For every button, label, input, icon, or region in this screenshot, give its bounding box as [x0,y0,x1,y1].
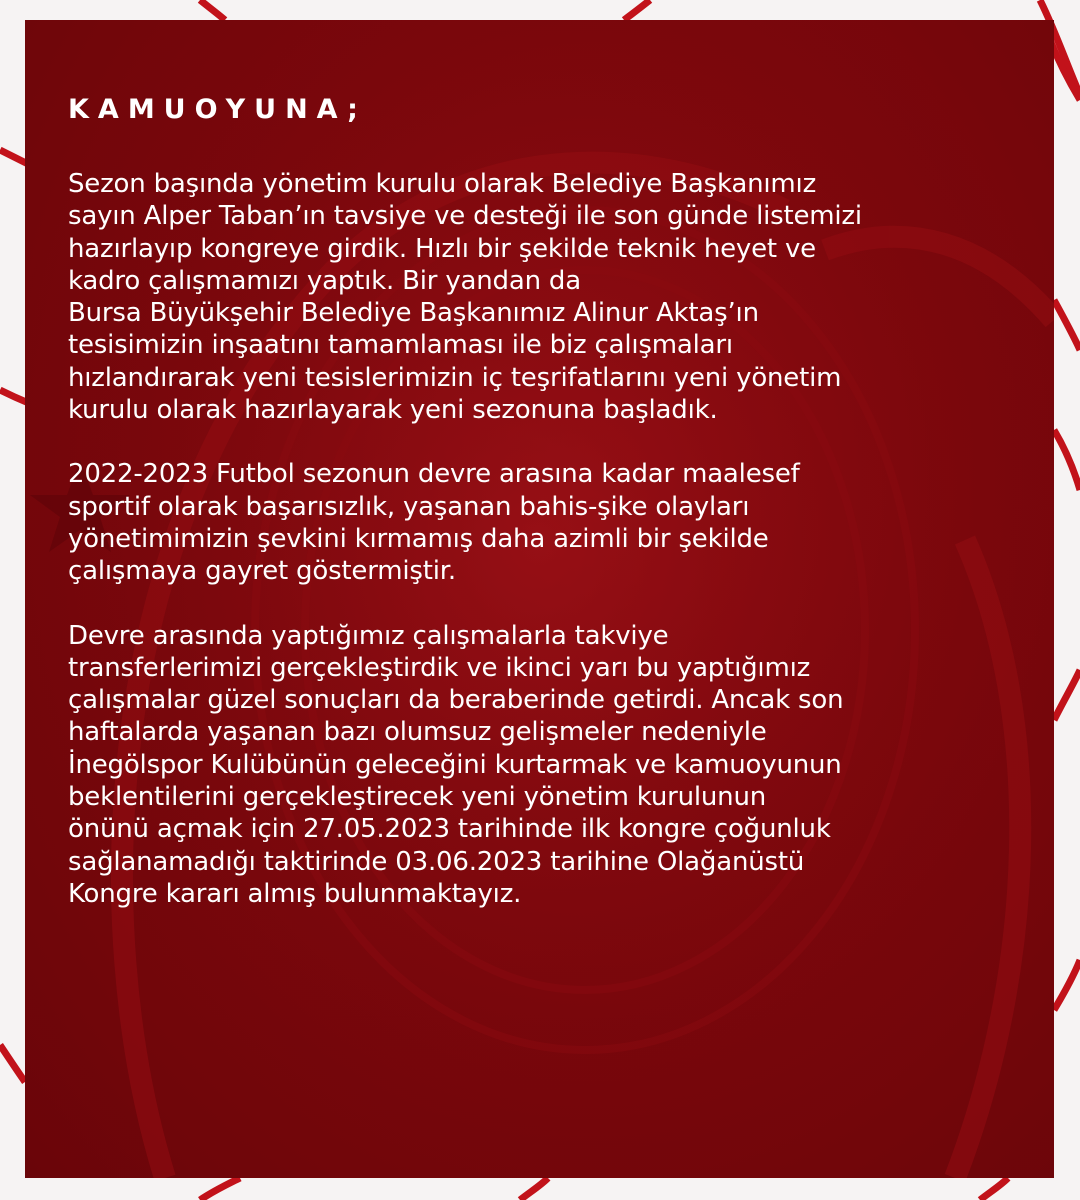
text-line: hazırlayıp kongreye girdik. Hızlı bir şekilde teknik heyet ve [68,233,816,264]
text-line: sayın Alper Taban’ın tavsiye ve desteği ile son günde listemizi [68,201,862,232]
text-line: haftalarda yaşanan bazı olumsuz gelişmeler nedeniyle [68,717,767,748]
announcement-heading: KAMUOYUNA; [68,94,367,125]
paragraph-1 [68,168,1018,426]
text-line: beklentilerini gerçekleştirecek yeni yönetim kurulunun [68,782,767,813]
content-panel [25,20,1054,1178]
text-line: İnegölspor Kulübünün geleceğini kurtarmak ve kamuoyunun [68,749,842,780]
text-line: Bursa Büyükşehir Belediye Başkanımız Alinur Aktaş’ın [68,298,759,329]
text-line: Sezon başında yönetim kurulu olarak Belediye Başkanımız [68,169,817,199]
text-line: tesisimizin inşaatını tamamlaması ile biz çalışmaları [68,330,733,361]
text-line: kadro çalışmamızı yaptık. Bir yandan da [68,265,581,296]
text-line: transferlerimizi gerçekleştirdik ve ikinci yarı bu yaptığımız [68,652,811,683]
text-line: sportif olarak başarısızlık, yaşanan bahis-şike olayları [68,491,750,522]
announcement-text [68,92,1018,942]
text-line: Kongre kararı almış bulunmaktayız. [68,878,522,909]
text-line: Devre arasında yaptığımız çalışmalarla takviye [68,620,669,651]
text-line: çalışmaya gayret göstermiştir. [68,556,456,587]
text-line: önünü açmak için 27.05.2023 tarihinde ilk kongre çoğunluk [68,814,831,845]
text-line: yönetimimizin şevkini kırmamış daha azimli bir şekilde [68,523,769,554]
text-line: çalışmalar güzel sonuçları da beraberinde getirdi. Ancak son [68,685,844,716]
text-line: 2022-2023 Futbol sezonun devre arasına kadar maalesef [68,459,800,490]
paragraph-2 [68,458,1018,587]
paragraph-3 [68,620,1018,911]
text-line: kurulu olarak hazırlayarak yeni sezonuna başladık. [68,395,718,426]
text-line: sağlanamadığı taktirinde 03.06.2023 tarihine Olağanüstü [68,846,805,877]
text-line: hızlandırarak yeni tesislerimizin iç teşrifatlarını yeni yönetim [68,362,842,393]
